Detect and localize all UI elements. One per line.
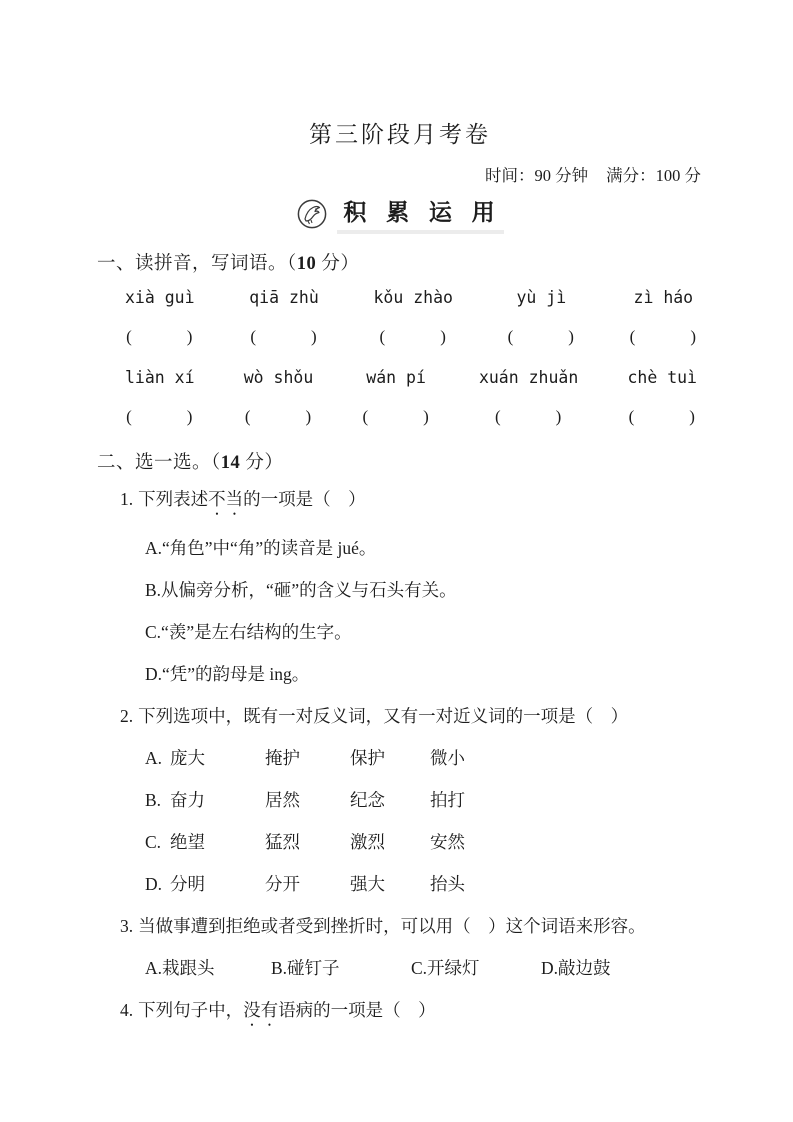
question-number: 1.: [120, 489, 134, 509]
answer-blank: ( ): [244, 407, 313, 426]
pinyin-cell: [630, 288, 697, 347]
section-two-score: 14: [220, 453, 241, 473]
question-4-stem: 4. 下列句子中，没有语病的一项是（ ）: [120, 1000, 436, 1020]
question-number: 3.: [120, 916, 134, 936]
pinyin-block-2: [97, 368, 703, 427]
pinyin-word: wán pí: [366, 368, 426, 387]
pinyin-word: wò shǒu: [243, 368, 314, 387]
answer-blank: ( ): [126, 407, 194, 426]
pinyin-row: [125, 368, 697, 427]
pinyin-cell: [244, 368, 314, 427]
emphasized-text: 没有: [243, 1000, 279, 1020]
section-two-heading: 二、选一选。（14 分）: [97, 453, 284, 473]
pinyin-cell: [627, 368, 697, 427]
banner-label: 积 累 运 用: [337, 194, 503, 234]
q3-option-a: A.栽跟头: [145, 958, 215, 978]
pinyin-word: zì háo: [633, 288, 694, 307]
section-banner: [97, 194, 703, 234]
section-one-score: 10: [296, 254, 317, 274]
question-2-stem: 2. 下列选项中，既有一对反义词，又有一对近义词的一项是（ ）: [120, 706, 629, 726]
pinyin-cell: [479, 368, 578, 427]
pinyin-cell: [362, 368, 429, 427]
bird-badge-icon: [296, 198, 328, 230]
pinyin-word: yù jì: [516, 288, 567, 307]
answer-blank: ( ): [629, 327, 697, 346]
q2-option-a: A. 庞大 掩护 保护 微小: [145, 748, 465, 768]
pinyin-block-1: [97, 288, 703, 347]
pinyin-word: qiā zhù: [249, 288, 319, 307]
q3-option-b: B.碰钉子: [271, 958, 340, 978]
exam-meta: [97, 162, 701, 186]
pinyin-cell: [508, 288, 575, 347]
pinyin-cell: [125, 368, 195, 427]
pinyin-word: xuán zhuǎn: [478, 368, 579, 387]
pinyin-word: kǒu zhào: [373, 288, 453, 307]
q3-option-c: C.开绿灯: [411, 958, 480, 978]
q2-option-b: B. 奋力 居然 纪念 拍打: [145, 790, 465, 810]
page-title: 第三阶段月考卷: [309, 122, 491, 147]
pinyin-cell: [125, 288, 195, 347]
answer-blank: ( ): [494, 407, 563, 426]
pinyin-word: xià guì: [125, 288, 195, 307]
q3-option-d: D.敲边鼓: [541, 958, 611, 978]
q1-option-c: C.“羡”是左右结构的生字。: [145, 622, 352, 642]
section-one-title: 一、读拼音，写词语。: [97, 254, 288, 274]
section-two-title: 二、选一选。: [97, 453, 212, 473]
q1-option-a: A.“角色”中“角”的读音是 jué。: [145, 538, 377, 558]
question-3-stem: 3. 当做事遭到拒绝或者受到挫折时，可以用（ ）这个词语来形容。: [120, 916, 646, 936]
answer-blank: ( ): [628, 407, 696, 426]
pinyin-word: liàn xí: [125, 368, 195, 387]
exam-time: 时间：90 分钟: [485, 166, 589, 185]
answer-blank: ( ): [250, 327, 318, 346]
section-one-heading: 一、读拼音，写词语。（10 分）: [97, 254, 360, 274]
q2-option-d: D. 分明 分开 强大 抬头: [145, 874, 465, 894]
emphasized-text: 不当: [208, 489, 244, 509]
answer-blank: ( ): [126, 327, 194, 346]
answer-blank: ( ): [507, 327, 575, 346]
question-number: 4.: [120, 1000, 134, 1020]
question-number: 2.: [120, 706, 134, 726]
q3-options: [145, 956, 703, 981]
answer-blank: ( ): [379, 327, 447, 346]
answer-blank: ( ): [362, 407, 430, 426]
pinyin-row: [125, 288, 697, 347]
q2-option-c: C. 绝望 猛烈 激烈 安然: [145, 832, 465, 852]
exam-full-score: 满分：100 分: [606, 166, 701, 185]
q1-option-d: D.“凭”的韵母是 ing。: [145, 664, 310, 684]
pinyin-word: chè tuì: [627, 368, 697, 387]
q1-option-b: B.从偏旁分析，“砸”的含义与石头有关。: [145, 580, 457, 600]
pinyin-cell: [249, 288, 319, 347]
pinyin-cell: [373, 288, 452, 347]
question-1-stem: 1. 下列表述不当的一项是（ ）: [120, 489, 366, 509]
